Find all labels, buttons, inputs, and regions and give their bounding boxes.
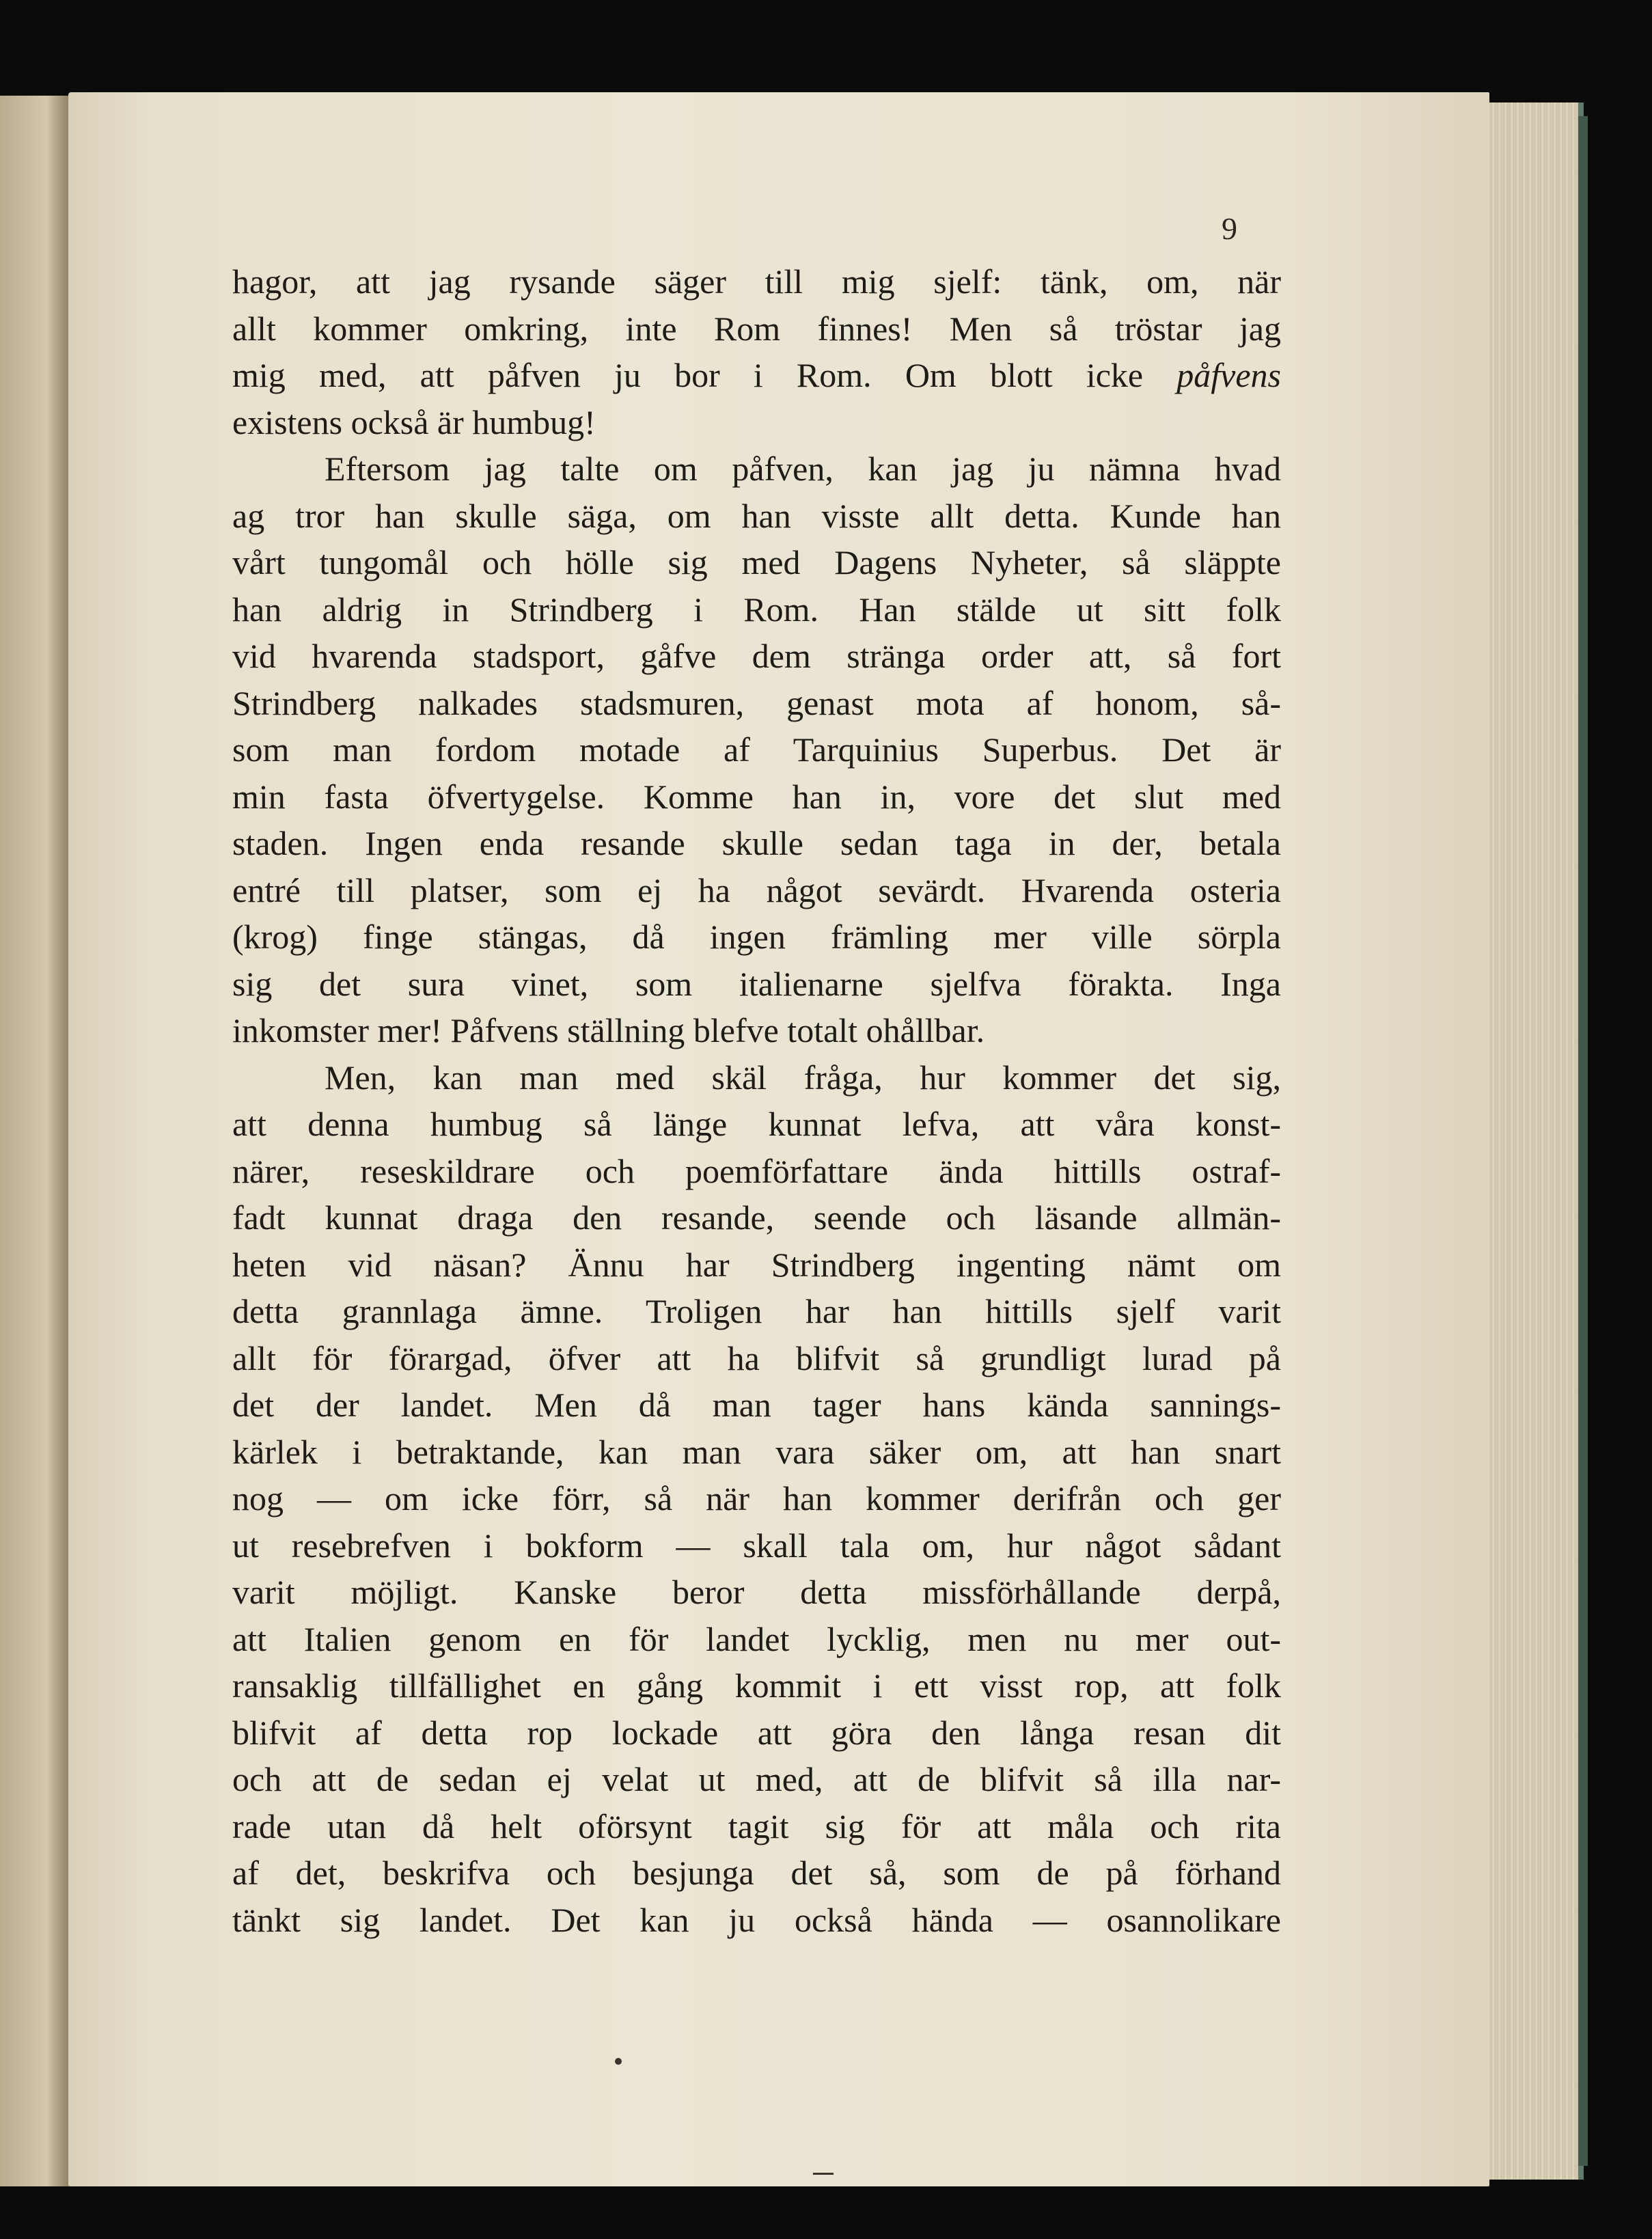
text-line: min fasta öfvertygelse. Komme han in, vore det slut med <box>232 777 1281 816</box>
page-number: 9 <box>1222 211 1237 246</box>
text-line: (krog) finge stängas, då ingen främling mer ville sörpla <box>232 918 1281 956</box>
text-line: vid hvarenda stadsport, gåfve dem stränga order att, så fort <box>232 637 1281 675</box>
text-line: närer, reseskildrare och poemförfattare ända hittills ostraf- <box>232 1151 1281 1190</box>
text-line: tänkt sig landet. Det kan ju också hända — osannolikare <box>232 1900 1281 1939</box>
text-line: existens också är humbug! <box>232 402 596 441</box>
text-line: nog — om icke förr, så när han kommer derifrån och ger <box>232 1479 1281 1517</box>
text-line: som man fordom motade af Tarquinius Superbus. Det är <box>232 730 1281 769</box>
text-line: allt kommer omkring, inte Rom finnes! Men så tröstar jag <box>232 309 1281 348</box>
text-line: ag tror han skulle säga, om han visste allt detta. Kunde han <box>232 496 1281 535</box>
paragraph-start-line: Eftersom jag talte om påfven, kan jag ju nämna hvad <box>325 450 1281 488</box>
book-cover-edge <box>1578 116 1588 2166</box>
text-line: Strindberg nalkades stadsmuren, genast mota af honom, så- <box>232 683 1281 722</box>
italic-word: påfvens <box>1176 356 1282 394</box>
ink-mark <box>813 2173 834 2175</box>
text-line: blifvit af detta rop lockade att göra den långa resan dit <box>232 1713 1281 1752</box>
text-line: kärlek i betraktande, kan man vara säker om, att han snart <box>232 1432 1281 1471</box>
text-line: af det, beskrifva och besjunga det så, som de på förhand <box>232 1854 1281 1892</box>
text-line: och att de sedan ej velat ut med, att de blifvit så illa nar- <box>232 1760 1281 1798</box>
text-line-with-italic <box>232 352 1281 399</box>
text-line: han aldrig in Strindberg i Rom. Han stälde ut sitt folk <box>232 590 1281 629</box>
text-line: allt för förargad, öfver att ha blifvit så grundligt lurad på <box>232 1338 1281 1377</box>
text-line: entré till platser, som ej ha något sevärdt. Hvarenda osteria <box>232 870 1281 909</box>
page-stack-edges <box>1489 102 1584 2180</box>
text-line: varit möjligt. Kanske beror detta missförhållande derpå, <box>232 1573 1281 1611</box>
text-line: hagor, att jag rysande säger till mig sjelf: tänk, om, när <box>232 262 1281 301</box>
text-line: staden. Ingen enda resande skulle sedan taga in der, betala <box>232 824 1281 862</box>
text-line: det der landet. Men då man tager hans kända sannings- <box>232 1386 1281 1424</box>
text-line: fadt kunnat draga den resande, seende och läsande allmän- <box>232 1198 1281 1237</box>
text-line: ut resebrefven i bokform — skall tala om, hur något sådant <box>232 1526 1281 1565</box>
text-line: sig det sura vinet, som italienarne sjelfva förakta. Inga <box>232 964 1281 1003</box>
text-line-segment: mig med, att påfven ju bor i Rom. Om blott icke <box>232 356 1144 394</box>
text-line: vårt tungomål och hölle sig med Dagens Nyheter, så släppte <box>232 543 1281 581</box>
gutter-shadow <box>48 96 68 2186</box>
text-line: ransaklig tillfällighet en gång kommit i ett visst rop, att folk <box>232 1666 1281 1705</box>
text-line: att denna humbug så länge kunnat lefva, att våra konst- <box>232 1105 1281 1143</box>
text-line: heten vid näsan? Ännu har Strindberg ingenting nämt om <box>232 1245 1281 1284</box>
text-line: inkomster mer! Påfvens ställning blefve totalt ohållbar. <box>232 1011 985 1049</box>
text-line: detta grannlaga ämne. Troligen har han hittills sjelf varit <box>232 1292 1281 1330</box>
paragraph-start-line: Men, kan man med skäl fråga, hur kommer det sig, <box>325 1058 1281 1097</box>
text-line: att Italien genom en för landet lycklig, men nu mer out- <box>232 1619 1281 1658</box>
ink-speck <box>615 2058 622 2065</box>
body-text <box>232 258 1281 1943</box>
text-line: rade utan då helt oförsynt tagit sig för att måla och rita <box>232 1807 1281 1845</box>
